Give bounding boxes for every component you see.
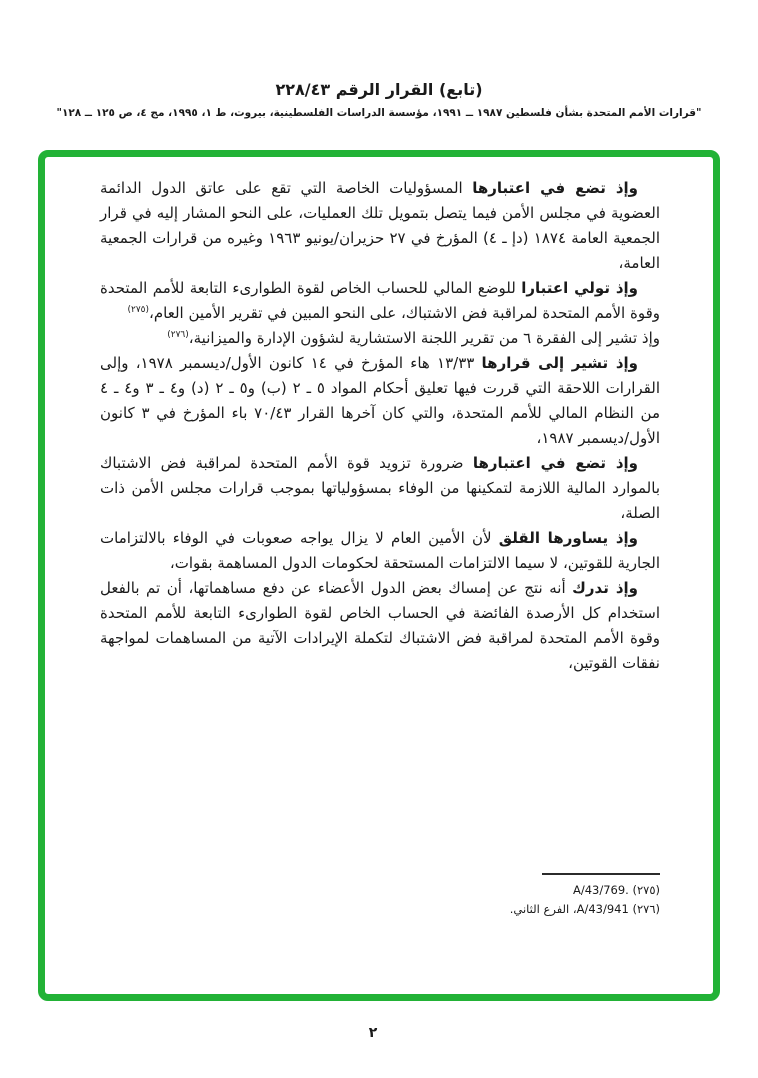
footnote-document-symbol: A/43/941 [576, 902, 629, 916]
paragraph-lead: وإذ تولي اعتبارا [521, 279, 639, 297]
footnote-separator [542, 873, 660, 875]
footnote-text: ، الفرع الثاني. [509, 902, 577, 916]
paragraph-text: ١٣/٣٣ هاء المؤرخ في ١٤ كانون الأول/ديسمبر ١٩٧٨، وإلى القرارات اللاحقة التي قررت فيها تعليق أحكام المواد ٥ ـ ٢ (ب) و٥ ـ ٢ (د) و٤ ـ ٣ و٤ ـ ٤ من النظام المالي للأمم المتحدة، والتي كان آخرها القرار ٧٠/٤٣ باء المؤرخ في ٣ كانون الأول/ديسمبر ١٩٨٧، [100, 354, 661, 447]
body-paragraph [100, 351, 660, 451]
footnote-ref: (٢٧٥) [127, 305, 150, 315]
paragraph-text: لأن الأمين العام لا يزال يواجه صعوبات في الوفاء بالالتزامات الجارية للقوتين، لا سيما الالتزامات المستحقة لحكومات الدول المساهمة بقوات، [100, 529, 660, 572]
source-citation: "قرارات الأمم المتحدة بشأن فلسطين ١٩٨٧ ــ ١٩٩١، مؤسسة الدراسات الفلسطينية، بيروت، ط ١، ١٩٩٥، مج ٤، ص ١٢٥ ــ ١٢٨" [56, 107, 702, 119]
footnotes-section [100, 873, 660, 919]
footnote-marker: (٢٧٦) [632, 902, 660, 916]
page-title: (تابع) القرار الرقم ٢٢٨/٤٣ [275, 80, 483, 99]
resolution-body [100, 176, 660, 676]
footnote-document-symbol: A/43/769. [572, 883, 629, 897]
page-header [0, 0, 758, 119]
footnote-item [100, 881, 660, 900]
paragraph-lead: وإذ تضع في اعتبارها [472, 179, 638, 197]
body-paragraph [100, 451, 660, 526]
body-paragraph [100, 176, 660, 276]
body-paragraph [100, 326, 660, 351]
paragraph-text: المسؤوليات الخاصة التي تقع على عاتق الدول الدائمة العضوية في مجلس الأمن فيما يتصل بتمويل تلك العمليات، على النحو المشار إليه في قرار الجمعية العامة ١٨٧٤ (دإ ـ ٤) المؤرخ في ٢٧ حزيران/يونيو ١٩٦٣ وغيره من قرارات الجمعية العامة، [100, 179, 660, 272]
body-paragraph [100, 576, 660, 676]
resolution-text-frame [38, 150, 720, 1001]
footnote-item [100, 900, 660, 919]
body-paragraph [100, 276, 660, 326]
footnote-marker: (٢٧٥) [632, 883, 660, 897]
paragraph-text: ضرورة تزويد قوة الأمم المتحدة لمراقبة فض الاشتباك بالموارد المالية اللازمة لتمكينها من الوفاء بمسؤولياتها بموجب قرارات مجلس الأمن ذات الصلة، [100, 454, 660, 522]
paragraph-lead: وإذ تضع في اعتبارها [472, 454, 639, 472]
body-paragraph [100, 526, 660, 576]
page-number: ٢ [368, 1025, 378, 1041]
footnote-ref: (٢٧٦) [167, 330, 189, 340]
paragraph-lead: وإذ تشير إلى قرارها [481, 354, 638, 372]
paragraph-lead: وإذ يساورها القلق [498, 529, 639, 547]
paragraph-lead: وإذ تدرك [572, 579, 638, 597]
paragraph-text: للوضع المالي للحساب الخاص لقوة الطوارىء التابعة للأمم المتحدة وقوة الأمم المتحدة لمراقبة فض الاشتباك، على النحو المبين في تقرير الأمين العام، [100, 279, 660, 322]
paragraph-text: وإذ تشير إلى الفقرة ٦ من تقرير اللجنة الاستشارية لشؤون الإدارة والميزانية، [188, 329, 660, 347]
paragraph-text: أنه نتج عن إمساك بعض الدول الأعضاء عن دفع مساهماتها، أن تم بالفعل استخدام كل الأرصدة الفائضة في الحساب الخاص لقوة الطوارىء التابعة للأمم المتحدة وقوة الأمم المتحدة لمراقبة فض الاشتباك لتكملة الإيرادات الآتية من المساهمات لمواجهة نفقات القوتين، [100, 579, 660, 672]
